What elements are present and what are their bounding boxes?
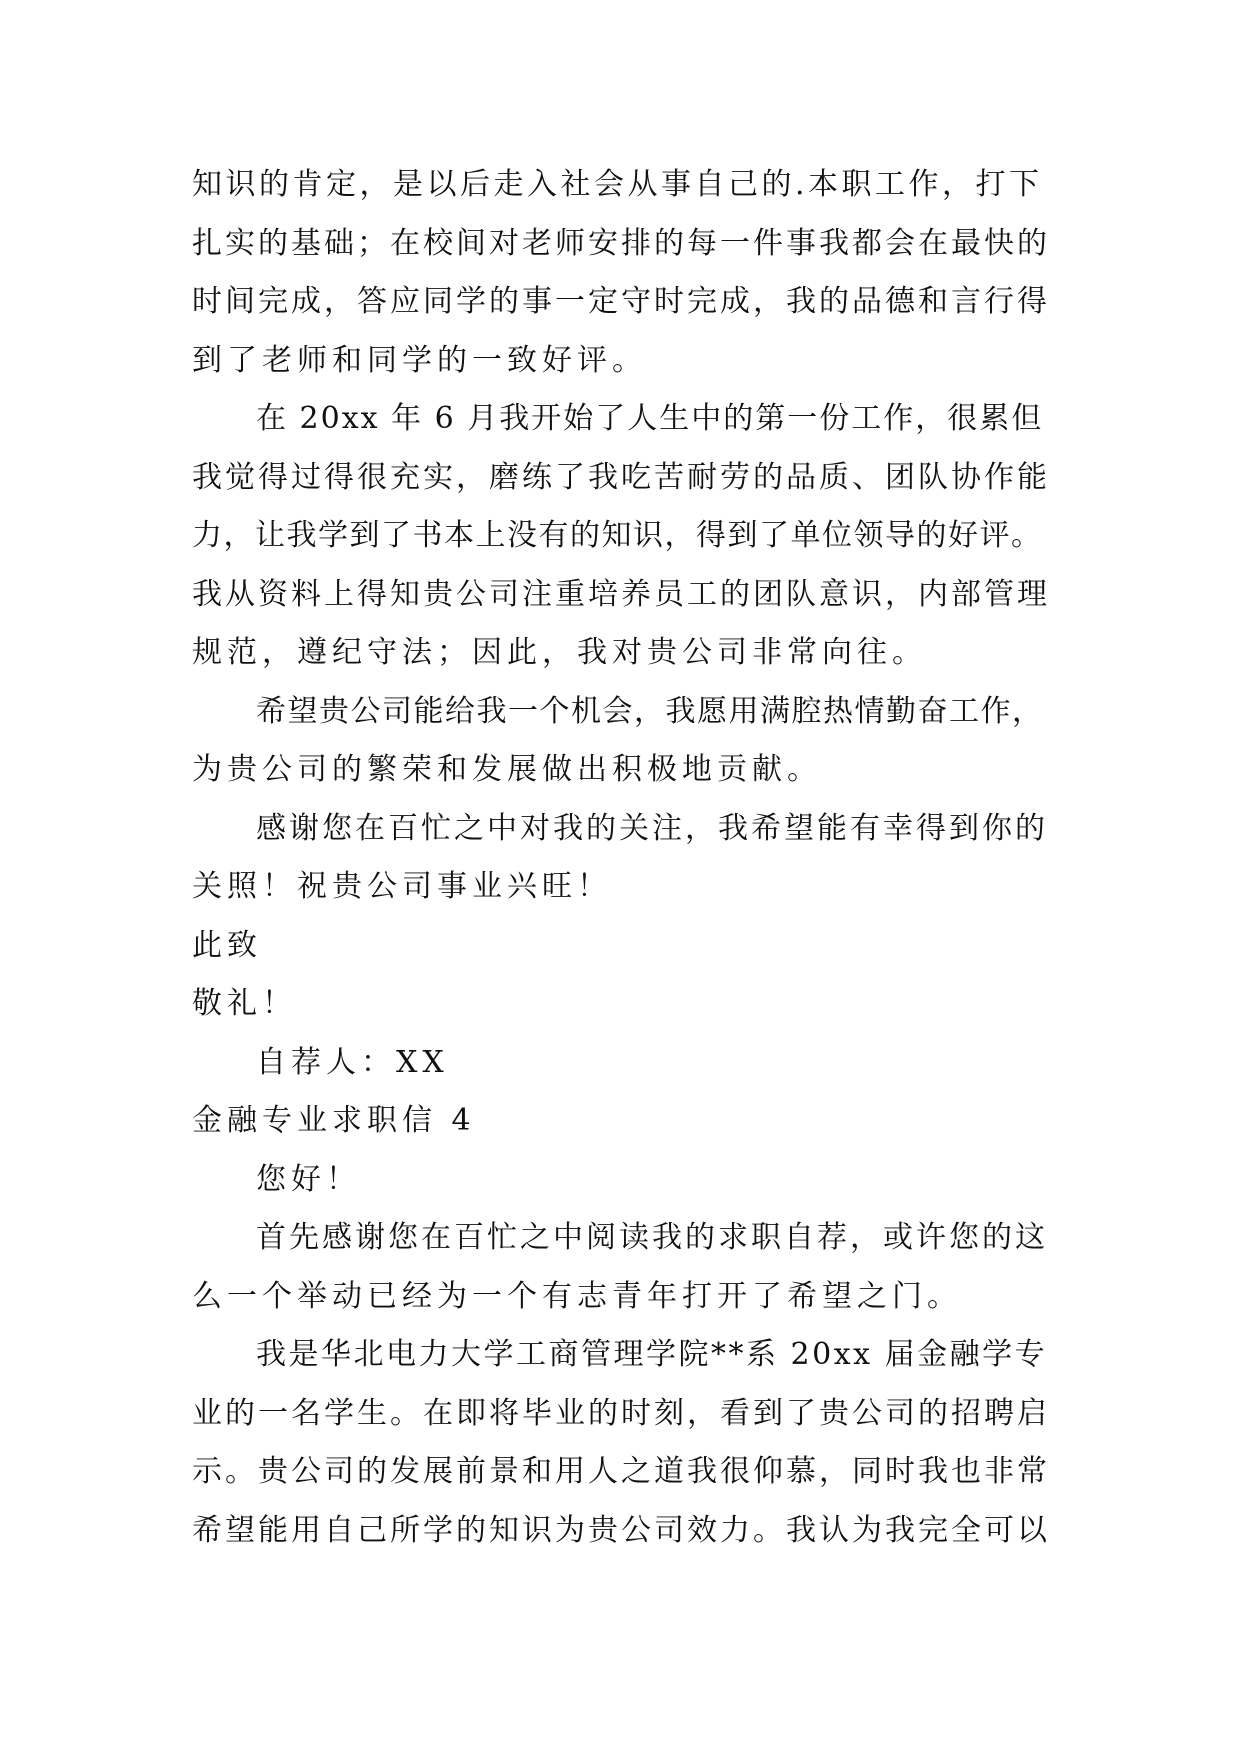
paragraph-first-line: 我是华北电力大学工商管理学院**系 20xx 届金融学专 (256, 1337, 1048, 1372)
text-line: 业的一名学生。在即将毕业的时刻，看到了贵公司的招聘启 (192, 1395, 1050, 1431)
text-line: 为贵公司的繁荣和发展做出积极地贡献。 (192, 752, 822, 787)
paragraph-first-line: 在 20xx 年 6 月我开始了人生中的第一份工作，很累但 (256, 401, 1044, 436)
text-line: 时间完成，答应同学的事一定守时完成，我的品德和言行得 (192, 284, 1050, 319)
paragraph-first-line: 希望贵公司能给我一个机会，我愿用满腔热情勤奋工作， (256, 693, 1044, 729)
signature-line: 自荐人：XX (256, 1044, 449, 1080)
paragraph-first-line: 首先感谢您在百忙之中阅读我的求职自荐，或许您的这 (256, 1220, 1048, 1255)
greeting: 您好！ (256, 1161, 361, 1197)
text-line: 示。贵公司的发展前景和用人之道我很仰慕，同时我也非常 (192, 1454, 1050, 1489)
text-line: 力，让我学到了书本上没有的知识，得到了单位领导的好评。 (192, 518, 1043, 553)
text-line: 到了老师和同学的一致好评。 (192, 342, 647, 378)
text-line: 规范，遵纪守法；因此，我对贵公司非常向往。 (192, 635, 927, 670)
text-line: 我从资料上得知贵公司注重培养员工的团队意识，内部管理 (192, 576, 1050, 612)
text-line: 希望能用自己所学的知识为贵公司效力。我认为我完全可以 (192, 1512, 1050, 1548)
closing-salutation: 此致 (192, 927, 262, 963)
text-line: 知识的肯定，是以后走入社会从事自己的.本职工作，打下 (192, 167, 1043, 202)
text-line: 么一个举动已经为一个有志青年打开了希望之门。 (192, 1278, 962, 1314)
paragraph-first-line: 感谢您在百忙之中对我的关注，我希望能有幸得到你的 (256, 810, 1048, 846)
text-line: 我觉得过得很充实，磨练了我吃苦耐劳的品质、团队协作能 (192, 459, 1050, 495)
closing-regards: 敬礼！ (192, 986, 297, 1021)
text-line: 扎实的基础；在校间对老师安排的每一件事我都会在最快的 (192, 225, 1050, 261)
section-heading: 金融专业求职信 4 (192, 1103, 476, 1138)
letter-body (192, 156, 1050, 1560)
text-line: 关照！祝贵公司事业兴旺！ (192, 869, 612, 904)
